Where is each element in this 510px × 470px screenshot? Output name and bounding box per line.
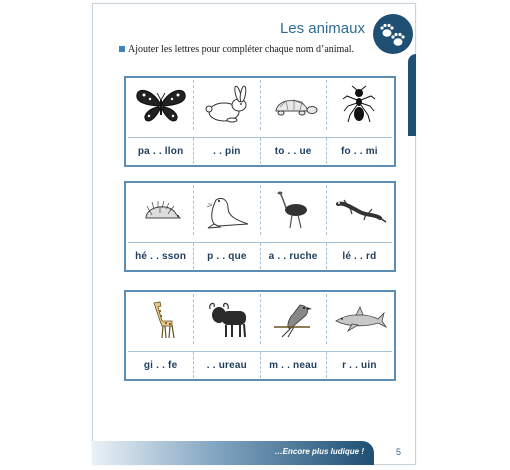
page-title: Les animaux [279,20,365,37]
word-label: r . . uin [342,359,377,371]
bullet-icon [119,46,125,52]
image-row [128,294,392,344]
footer-text: …Encore plus ludique ! [274,447,364,456]
ant-icon [327,80,392,130]
lizard-icon [327,185,392,235]
word-label: gi . . fe [128,352,194,378]
word-label: a . . ruche [261,243,327,269]
seal-icon [194,185,260,235]
hedgehog-icon [128,185,194,235]
paw-print-icon [373,14,413,54]
instruction-text: Ajouter les lettres pour compléter chaque nom d’animal. [128,44,355,55]
rabbit-icon [194,80,260,130]
decorative-side-bar [408,54,416,136]
label-row [128,242,392,269]
word-label: to . . ue [261,138,327,164]
word-label: . . pin [194,138,260,164]
butterfly-icon [128,80,194,130]
animal-grid-2 [124,181,396,272]
bull-icon [194,294,260,344]
word-label: p . . que [194,243,260,269]
word-label: hé . . sson [128,243,194,269]
footer-banner [92,441,374,465]
turtle-icon [261,80,327,130]
word-label: lé . . rd [342,250,377,262]
image-row [128,185,392,235]
animal-grid-3 [124,290,396,381]
animal-grid-1 [124,76,396,167]
label-row [128,351,392,378]
shark-icon [327,294,392,344]
giraffe-icon [128,294,194,344]
word-label: m . . neau [261,352,327,378]
label-row [128,137,392,164]
word-label: . . ureau [194,352,260,378]
page-number: 5 [395,447,401,457]
worksheet-page [92,3,416,465]
ostrich-icon [261,185,327,235]
image-row [128,80,392,130]
instruction [119,44,354,55]
word-label: fo . . mi [340,145,378,157]
word-label: pa . . llon [128,138,194,164]
bird-icon [261,294,327,344]
